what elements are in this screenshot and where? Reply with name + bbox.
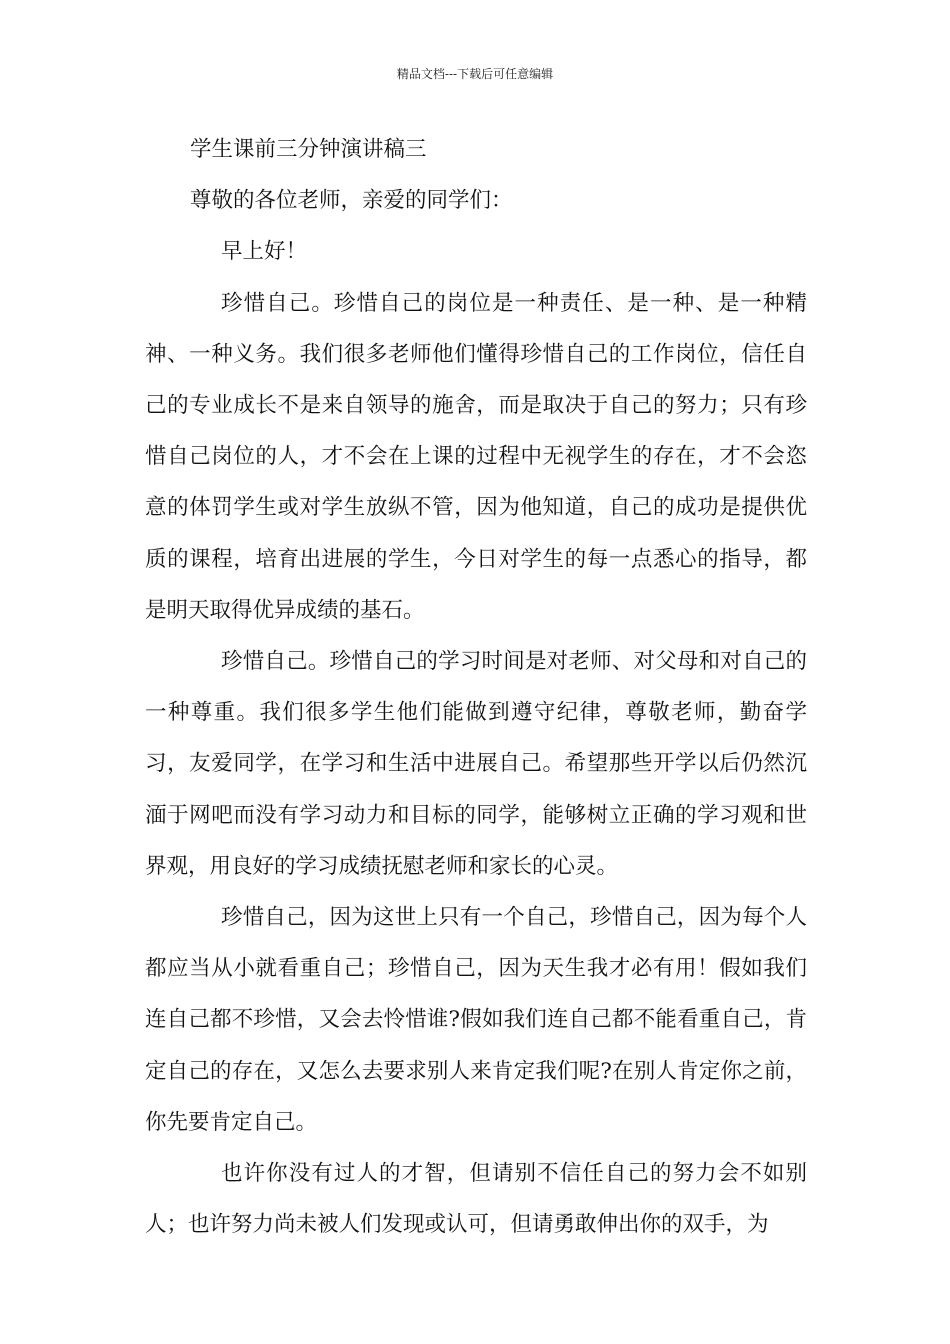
speech-title: 学生课前三分钟演讲稿三 xyxy=(190,137,427,162)
page-header: 精品文档---下载后可任意编辑 xyxy=(396,67,554,81)
paragraph-3: 珍惜自己，因为这世上只有一个自己，珍惜自己，因为每个人都应当从小就看重自己；珍惜自己，因为天生我才必有用！假如我们连自己都不珍惜，又会去怜惜谁?假如我们连自己都不能看重自己，肯定自己的存在，又怎么去要求别人来肯定我们呢?在别人肯定你之前，你先要肯定自己。 xyxy=(145,905,807,1135)
paragraph-1: 珍惜自己。珍惜自己的岗位是一种责任、是一种、是一种精神、一种义务。我们很多老师他们懂得珍惜自己的工作岗位，信任自己的专业成长不是来自领导的施舍，而是取决于自己的努力；只有珍惜自己岗位的人，才不会在上课的过程中无视学生的存在，才不会恣意的体罚学生或对学生放纵不管，因为他知道，自己的成功是提供优质的课程，培育出进展的学生，今日对学生的每一点悉心的指导，都是明天取得优异成绩的基石。 xyxy=(145,290,807,623)
greeting: 早上好！ xyxy=(221,239,308,265)
salutation: 尊敬的各位老师，亲爱的同学们： xyxy=(190,188,513,214)
paragraph-4: 也许你没有过人的才智，但请别不信任自己的努力会不如别人；也许努力尚未被人们发现或认可，但请勇敢伸出你的双手，为 xyxy=(145,1161,807,1238)
document-body xyxy=(145,124,807,1250)
paragraph-2: 珍惜自己。珍惜自己的学习时间是对老师、对父母和对自己的一种尊重。我们很多学生他们能做到遵守纪律，尊敬老师，勤奋学习，友爱同学，在学习和生活中进展自己。希望那些开学以后仍然沉湎于网吧而没有学习动力和目标的同学，能够树立正确的学习观和世界观，用良好的学习成绩抚慰老师和家长的心灵。 xyxy=(145,649,807,879)
